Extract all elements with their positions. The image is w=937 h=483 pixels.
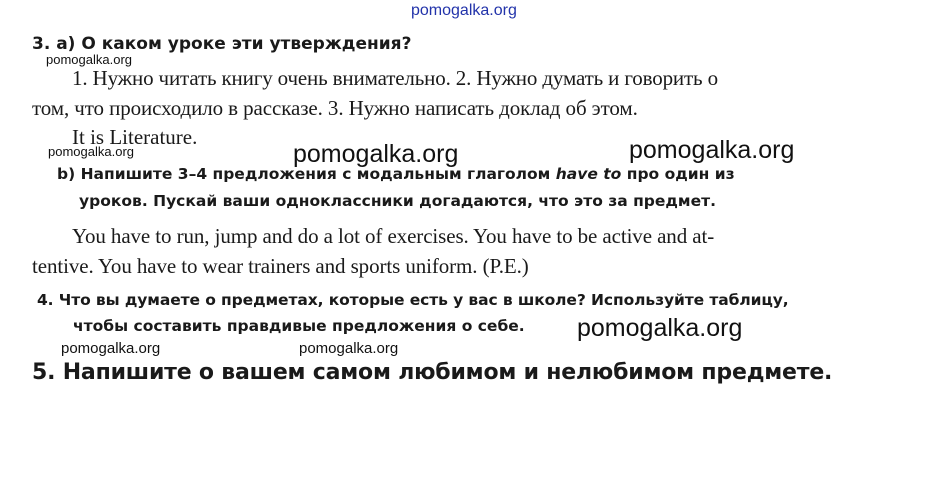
task3b-answer-line2: tentive. You have to wear trainers and sports uniform. (P.E.): [32, 254, 529, 278]
watermark-small: pomogalka.org: [299, 340, 399, 357]
task3b-line1-end: про один из: [626, 165, 735, 183]
task5-heading: 5. Напишите о вашем самом любимом и нелюбимом предмете.: [32, 360, 833, 385]
watermark-small: pomogalka.org: [46, 52, 132, 67]
task4-line2: чтобы составить правдивые предложения о себе.: [73, 317, 525, 335]
task3a-line2: том, что происходило в рассказе. 3. Нужно написать доклад об этом.: [32, 96, 638, 120]
watermark-small: pomogalka.org: [61, 340, 161, 357]
task3b-line1-start: b) Напишите 3–4 предложения с модальным глаголом: [57, 165, 551, 183]
task3a-heading: 3. а) О каком уроке эти утверждения?: [32, 34, 412, 54]
task3a-answer: It is Literature.: [72, 125, 198, 149]
watermark-large: pomogalka.org: [293, 140, 459, 168]
task4-line1: 4. Что вы думаете о предметах, которые есть у вас в школе? Используйте таблицу,: [37, 291, 789, 309]
watermark-top: pomogalka.org: [411, 2, 517, 19]
task3b-line2: уроков. Пускай ваши одноклассники догадаются, что это за предмет.: [79, 192, 716, 210]
task3b-answer-line1: You have to run, jump and do a lot of exercises. You have to be active and at-: [72, 224, 715, 248]
task3b-line1: [57, 165, 735, 183]
watermark-large: pomogalka.org: [629, 136, 795, 164]
task3a-line1: 1. Нужно читать книгу очень внимательно. 2. Нужно думать и говорить о: [72, 66, 718, 90]
watermark-small: pomogalka.org: [48, 144, 134, 159]
watermark-large: pomogalka.org: [577, 314, 743, 342]
task3b-modal-verb: have to: [555, 165, 622, 183]
